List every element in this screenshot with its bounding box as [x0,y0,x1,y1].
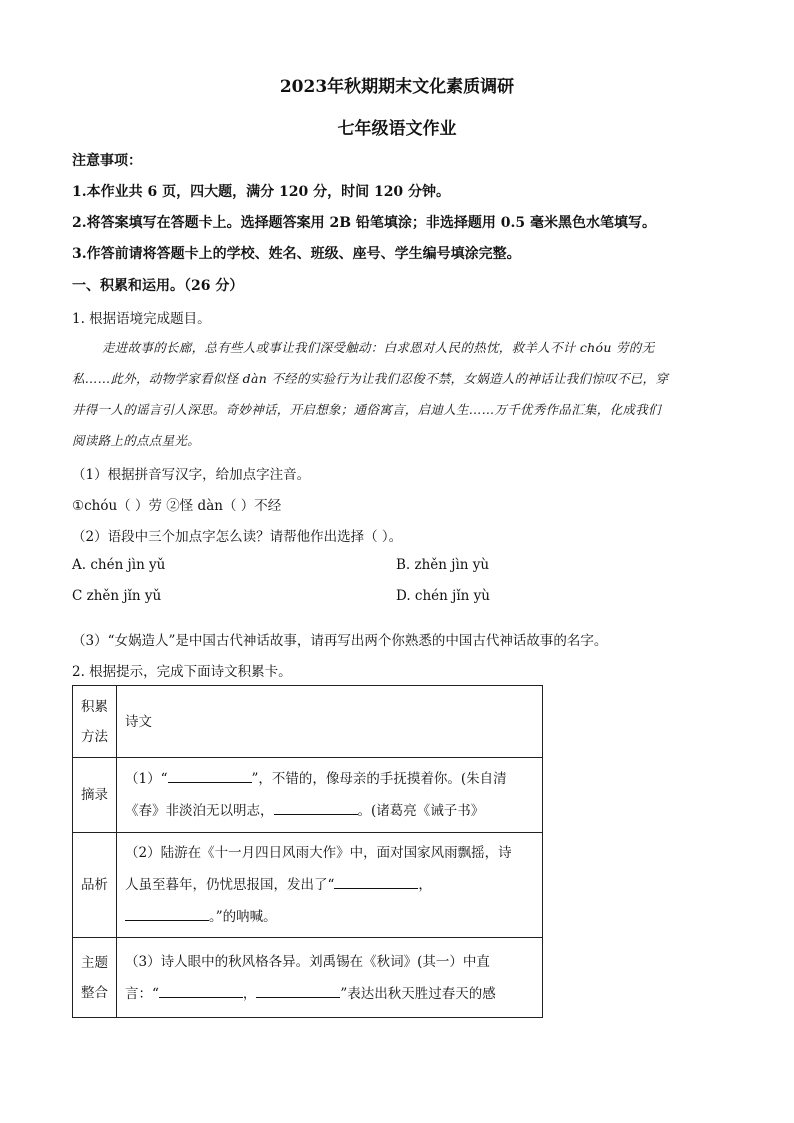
answer-blank[interactable] [274,800,358,815]
notice-heading: 注意事项： [72,153,142,169]
notice-item: 2.将答案填写在答题卡上。选择题答案用 2B 铅笔填涂；非选择题用 0.5 毫米黑色水笔填写。 [72,215,657,231]
option-c[interactable]: C zhěn jǐn yǔ [72,588,162,604]
option-d[interactable]: D. chén jǐn yù [396,588,490,604]
section-heading: 一、积累和运用。（26 分） [72,278,244,294]
question-stem: 1. 根据语境完成题目。 [72,311,211,327]
question-stem: 2. 根据提示，完成下面诗文积累卡。 [72,664,292,680]
row-theme-content: （3）诗人眼中的秋风格各异。刘禹锡在《秋词》(其一）中直 言：“ ， ”表达出秋天胜过春天的感 [117,938,543,1018]
sub-question: （2）语段中三个加点字怎么读？请帮他作出选择（ ）。 [72,529,403,545]
table-header-method: 积累 方法 [73,686,117,758]
table-header-text: 诗文 [117,686,543,758]
answer-blank[interactable] [125,906,209,921]
option-a[interactable]: A. chén jìn yǔ [72,557,166,573]
answer-blank[interactable] [159,983,243,998]
passage-line: 井得一人的谣言引人深思。奇妙神话，开启想象；通俗寓言，启迪人生……万千优秀作品汇集，化成我们 [72,402,661,417]
passage-line: 阅读路上的点点星光。 [72,433,201,448]
notice-item: 3.作答前请将答题卡上的学校、姓名、班级、座号、学生编号填涂完整。 [72,246,521,262]
fill-in-line[interactable]: ①chóu（ ）劳 ②怪 dàn（ ）不经 [72,498,282,514]
answer-blank[interactable] [334,874,418,889]
sub-question: （1）根据拼音写汉字，给加点字注音。 [72,467,311,483]
page-subtitle: 七年级语文作业 [337,119,457,139]
answer-blank[interactable] [256,983,340,998]
answer-blank[interactable] [168,768,252,783]
row-excerpt-content: （1）“ ”，不错的，像母亲的手抚摸着你。(朱自清 《春》非淡泊无以明志， 。(诸葛亮《诫子书》 [117,758,543,833]
poetry-card-table [72,685,543,1018]
row-analysis-content: （2）陆游在《十一月四日风雨大作》中，面对国家风雨飘摇，诗 人虽至暮年，仍忧思报国，发出了“ ， 。”的呐喊。 [117,833,543,938]
passage-line: 走进故事的长廊，总有些人或事让我们深受触动：白求恩对人民的热忱，救羊人不计 chóu 劳的无 [102,340,655,355]
row-method-theme: 主题 整合 [73,938,117,1018]
option-b[interactable]: B. zhěn jìn yù [396,557,490,573]
row-method-excerpt: 摘录 [73,758,117,833]
passage-line: 私……此外，动物学家看似怪 dàn 不经的实验行为让我们忍俊不禁，女娲造人的神话让我们惊叹不已，穿 [72,371,669,386]
notice-item: 1.本作业共 6 页，四大题，满分 120 分，时间 120 分钟。 [72,184,451,200]
page-title: 2023年秋期期末文化素质调研 [279,77,515,97]
row-method-analysis: 品析 [73,833,117,938]
sub-question: （3）“女娲造人”是中国古代神话故事，请再写出两个你熟悉的中国古代神话故事的名字。 [72,633,608,649]
